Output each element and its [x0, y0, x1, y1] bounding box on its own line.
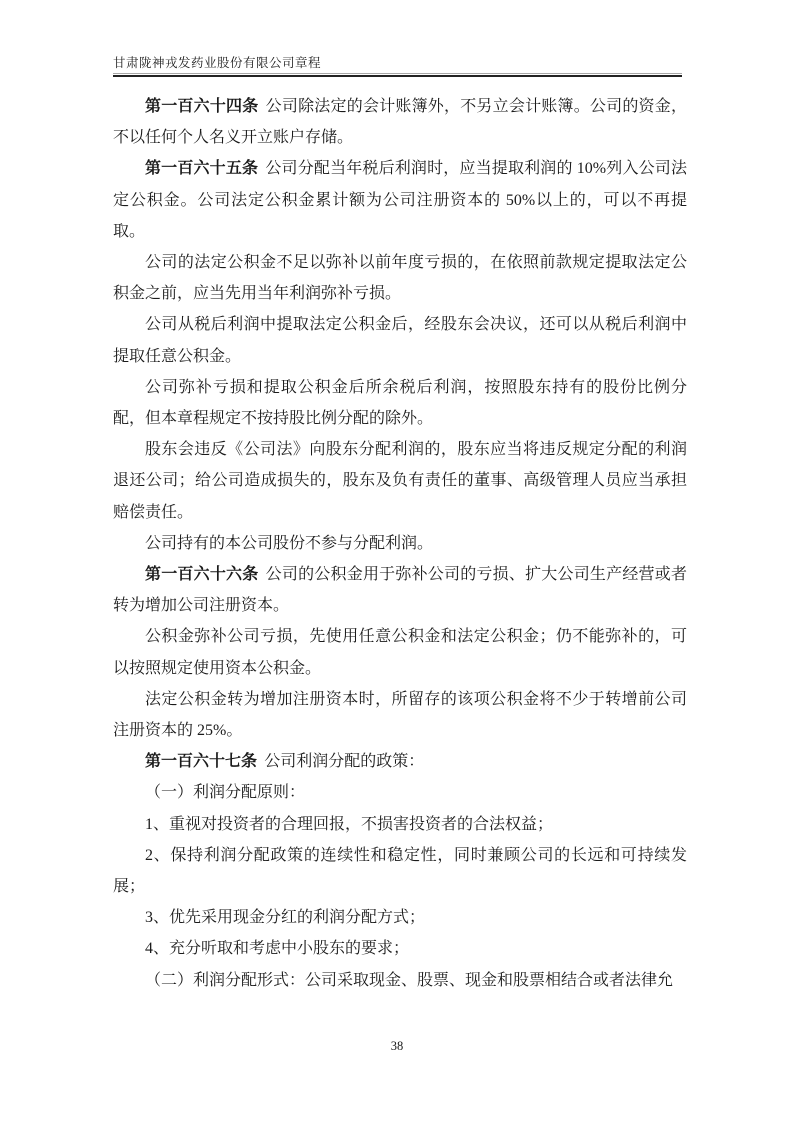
article-number: 第一百六十四条 [145, 98, 259, 115]
paragraph-text: 公司分配当年税后利润时，应当提取利润的 10%列入公司法定公积金。公司法定公积金累计额为公司注册资本的 50%以上的，可以不再提取。 [113, 160, 687, 240]
paragraph-text: 公司除法定的会计账簿外，不另立会计账簿。公司的资金，不以任何个人名义开立账户存储。 [113, 98, 687, 147]
paragraph-text: 2、保持利润分配政策的连续性和稳定性，同时兼顾公司的长远和可持续发展； [113, 846, 687, 896]
paragraph [113, 91, 687, 153]
document-body [113, 91, 687, 996]
paragraph-text: 公司的法定公积金不足以弥补以前年度亏损的，在依照前款规定提取法定公积金之前，应当先用当年利润弥补亏损。 [113, 254, 687, 303]
paragraph-text: 股东会违反《公司法》向股东分配利润的，股东应当将违反规定分配的利润退还公司；给公司造成损失的，股东及负有责任的董事、高级管理人员应当承担赔偿责任。 [113, 441, 687, 521]
paragraph [113, 965, 687, 996]
paragraph [113, 840, 687, 902]
paragraph-text: 公积金弥补公司亏损，先使用任意公积金和法定公积金；仍不能弥补的，可以按照规定使用资本公积金。 [113, 628, 687, 677]
header-rule [113, 73, 682, 77]
paragraph-text: 3、优先采用现金分红的利润分配方式； [145, 909, 426, 927]
paragraph-text: （一）利润分配原则： [145, 784, 306, 802]
paragraph-text: 公司弥补亏损和提取公积金后所余税后利润，按照股东持有的股份比例分配，但本章程规定不按持股比例分配的除外。 [113, 378, 687, 428]
paragraph-text: 法定公积金转为增加注册资本时，所留存的该项公积金将不少于转增前公司注册资本的 25%。 [113, 690, 687, 740]
paragraph [113, 684, 687, 746]
paragraph [113, 746, 687, 777]
paragraph-text: （二）利润分配形式：公司采取现金、股票、现金和股票相结合或者法律允 [145, 971, 674, 989]
paragraph-text: 4、充分听取和考虑中小股东的要求； [145, 940, 410, 958]
article-number: 第一百六十六条 [145, 566, 259, 584]
paragraph [113, 809, 687, 840]
paragraph-text: 公司持有的本公司股份不参与分配利润。 [145, 534, 434, 552]
paragraph-text: 公司的公积金用于弥补公司的亏损、扩大公司生产经营或者转为增加公司注册资本。 [113, 566, 687, 615]
paragraph [113, 902, 687, 933]
page-number: 38 [390, 1039, 404, 1053]
paragraph [113, 434, 687, 528]
paragraph [113, 528, 687, 559]
paragraph [113, 933, 687, 964]
paragraph [113, 559, 687, 621]
paragraph-text: 公司从税后利润中提取法定公积金后，经股东会决议，还可以从税后利润中提取任意公积金。 [113, 316, 687, 365]
page-header-title: 甘肃陇神戎发药业股份有限公司章程 [113, 56, 322, 70]
article-number: 第一百六十五条 [145, 160, 259, 178]
paragraph [113, 153, 687, 247]
paragraph [113, 309, 687, 371]
article-number: 第一百六十七条 [145, 753, 258, 771]
paragraph-text: 1、重视对投资者的合理回报，不损害投资者的合法权益； [145, 815, 554, 833]
paragraph [113, 777, 687, 808]
paragraph [113, 621, 687, 683]
paragraph [113, 372, 687, 434]
paragraph [113, 247, 687, 309]
paragraph-text: 公司利润分配的政策： [264, 753, 425, 771]
